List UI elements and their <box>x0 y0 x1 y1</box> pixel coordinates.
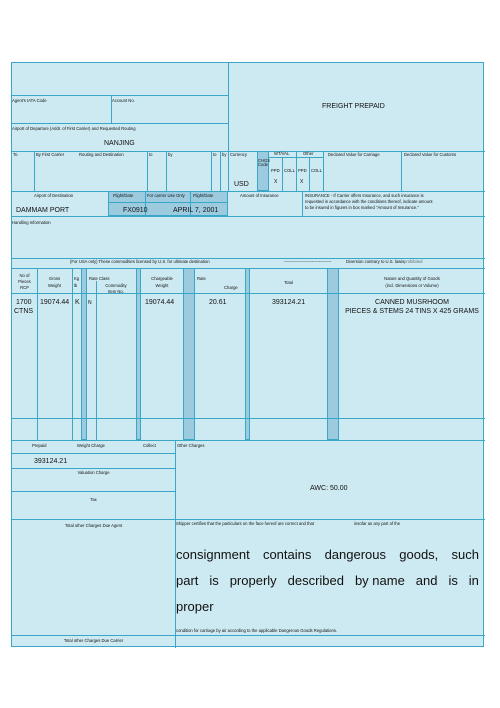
nature-header-1: Nature and Quantity of Goods <box>384 276 440 281</box>
rule <box>175 440 176 648</box>
word: properly <box>229 573 277 588</box>
to-label-3: to <box>213 152 217 157</box>
rule <box>269 157 323 158</box>
air-waybill-form <box>11 62 484 647</box>
rule <box>166 151 167 191</box>
word: and <box>415 573 438 588</box>
header-divider <box>228 63 229 151</box>
total-value: 393124.21 <box>272 299 306 306</box>
commodity-header-2: Item No. <box>108 289 124 294</box>
rule <box>12 468 175 469</box>
tax-label: Tax <box>90 497 97 502</box>
shipper-large-line-2 <box>176 573 479 588</box>
carrier-use-label: For carrier Use Only <box>147 193 185 198</box>
wtval-mark: X <box>274 179 278 185</box>
by-label-2: by <box>168 152 173 157</box>
declared-carriage-label: Declared Value for Carriage <box>328 152 380 157</box>
rate-class-header: Rate Class <box>89 276 110 281</box>
rule <box>12 191 485 192</box>
flight-date-label-2: Flight/Date <box>193 193 214 198</box>
currency-label: Currency <box>230 152 247 157</box>
pieces-value: 1700 <box>16 299 32 306</box>
rule <box>12 635 485 636</box>
rule <box>12 293 485 294</box>
rule <box>282 157 283 191</box>
ppd-label-1: PPD <box>271 168 280 173</box>
insurance-note-1: INSURANCE - If Carrier offers Insurance, and such insurance is <box>305 193 424 198</box>
rule <box>147 151 148 191</box>
shipper-large-line-1 <box>176 547 479 562</box>
account-no-label: Account No. <box>112 98 135 103</box>
gross-weight-value: 19074.44 <box>40 299 70 306</box>
insurance-note-2: requested in accordance with the conditions thereof, indicate amount <box>305 199 433 204</box>
awc-value: AWC: 50.00 <box>310 485 348 492</box>
usa-note-left: (For USA only) These commodities licensed by U.S. for ultimate destination <box>70 259 210 264</box>
chgs-code-cell <box>257 151 269 191</box>
rule <box>401 151 402 191</box>
rule <box>12 216 485 217</box>
currency-value: USD <box>234 181 249 188</box>
gross-weight-header-2: Weight <box>48 283 61 288</box>
date-value: APRIL 7, 2001 <box>173 207 219 214</box>
rule <box>309 157 310 191</box>
kg-value: K <box>75 299 80 306</box>
rule <box>228 151 229 191</box>
rule <box>12 519 485 520</box>
airport-departure-value: NANJING <box>104 140 135 147</box>
rule <box>108 202 228 203</box>
handling-label: Handling Information <box>12 220 51 225</box>
collect-label: Collect <box>143 443 156 448</box>
airport-destination-value: DAMMAM PORT <box>16 207 70 214</box>
word: such <box>451 547 479 562</box>
pieces-header-1: No of <box>19 273 30 278</box>
wtval-label: WT/VAL <box>274 151 290 156</box>
description-line-2: PIECES & STEMS 24 TINS X 425 GRAMS <box>345 308 479 315</box>
chargeable-weight-value: 19074.44 <box>145 299 175 306</box>
word: goods, <box>399 547 439 562</box>
word: part <box>176 573 199 588</box>
flight-value: FX0910 <box>123 207 148 214</box>
word: consignment <box>176 547 250 562</box>
chgs-code-label: CHGS Code <box>258 158 271 168</box>
rule <box>302 191 303 216</box>
weight-charge-label: Weight Charge <box>77 443 105 448</box>
routing-destination-label: Routing and Destination <box>79 152 124 157</box>
rule <box>323 151 324 191</box>
prepaid-label: Prepaid <box>32 443 47 448</box>
shipper-large-line-3: proper <box>176 599 214 614</box>
rule <box>12 453 175 454</box>
rate-value: 20.61 <box>209 299 227 306</box>
to-label-2: to <box>149 152 153 157</box>
nature-header-2: (incl. Dimensions or Volume) <box>385 283 439 288</box>
valuation-charge-label: Valuation Charge <box>77 470 110 475</box>
flight-date-label-1: Flight/Date <box>113 193 134 198</box>
usa-note-right-suffix: prohibited <box>404 259 423 264</box>
shipper-certify-line: Shipper certifies that the particulars on the face hereof are correct and that <box>176 521 315 526</box>
rule <box>34 151 35 191</box>
rule <box>12 123 228 124</box>
description-line-1: CANNED MUSRHOOM <box>375 299 449 306</box>
shipper-certify-suffix: insofar as any part of the <box>354 521 401 526</box>
pieces-header-2: Pieces <box>18 279 31 284</box>
insurance-amount-label: Amount of Insurance <box>240 193 279 198</box>
other-charges-label: Other Charges <box>177 443 205 448</box>
word: is <box>448 573 458 588</box>
rule <box>12 95 228 96</box>
agents-iata-code-label: Agent's IATA Code <box>12 98 47 103</box>
rule <box>12 418 485 419</box>
pieces-unit: CTNS <box>14 308 34 315</box>
word: is <box>209 573 219 588</box>
rule <box>96 281 97 440</box>
shipper-condition-line: condition for carriage by air according to the applicable Dangerous Goods Regulations. <box>176 628 338 633</box>
rule <box>12 440 485 441</box>
gross-weight-header-1: Gross <box>48 276 61 281</box>
airport-departure-label: Airport of Departure (Addr. of First Carrier) and Requested Routing <box>12 126 136 131</box>
by-label-3: by <box>222 152 227 157</box>
total-other-carrier-label: Total other Charges Due Carrier <box>63 638 124 643</box>
chargeable-weight-header-2: Weight <box>155 283 169 288</box>
insurance-note-3: to be insured in figures in box marked "Amount of Insurance." <box>305 205 419 210</box>
airport-destination-label: Airport of Destination <box>34 193 74 198</box>
rule <box>12 491 175 492</box>
freight-status: FREIGHT PREPAID <box>322 103 385 110</box>
commodity-header-1: Commodity <box>105 283 127 288</box>
declared-customs-label: Declared Value for Customs <box>404 152 457 157</box>
word: contains <box>262 547 312 562</box>
coll-label-2: COLL <box>311 168 322 173</box>
to-label: To <box>13 152 18 157</box>
rule <box>211 151 212 191</box>
coll-label-1: COLL <box>284 168 295 173</box>
charge-header: Charge <box>224 285 238 290</box>
lb-header: lb <box>74 283 78 288</box>
prepaid-value: 393124.21 <box>34 458 68 465</box>
total-other-agent-label: Total other Charges Due Agent <box>64 523 123 528</box>
rate-header: Rate <box>197 276 206 281</box>
ppd-label-2: PPD <box>298 168 307 173</box>
word: dangerous <box>324 547 387 562</box>
other-label: Other <box>303 151 314 156</box>
kg-header: Kg <box>74 276 80 281</box>
rule <box>220 151 221 191</box>
total-header: Total <box>284 280 293 285</box>
usa-note-dashes: ---------------------------------- <box>284 259 332 264</box>
by-first-carrier-label: By First Carrier <box>36 152 65 157</box>
other-mark: X <box>300 179 304 185</box>
word: by name <box>354 573 405 588</box>
word: in <box>468 573 479 588</box>
word: described <box>287 573 344 588</box>
pieces-header-3: RCP <box>20 285 29 290</box>
chargeable-weight-header-1: Chargeable <box>151 276 173 281</box>
usa-note-right: Diversion contrary to U.S. lawis <box>346 259 405 264</box>
rate-class-value: N <box>88 300 92 306</box>
